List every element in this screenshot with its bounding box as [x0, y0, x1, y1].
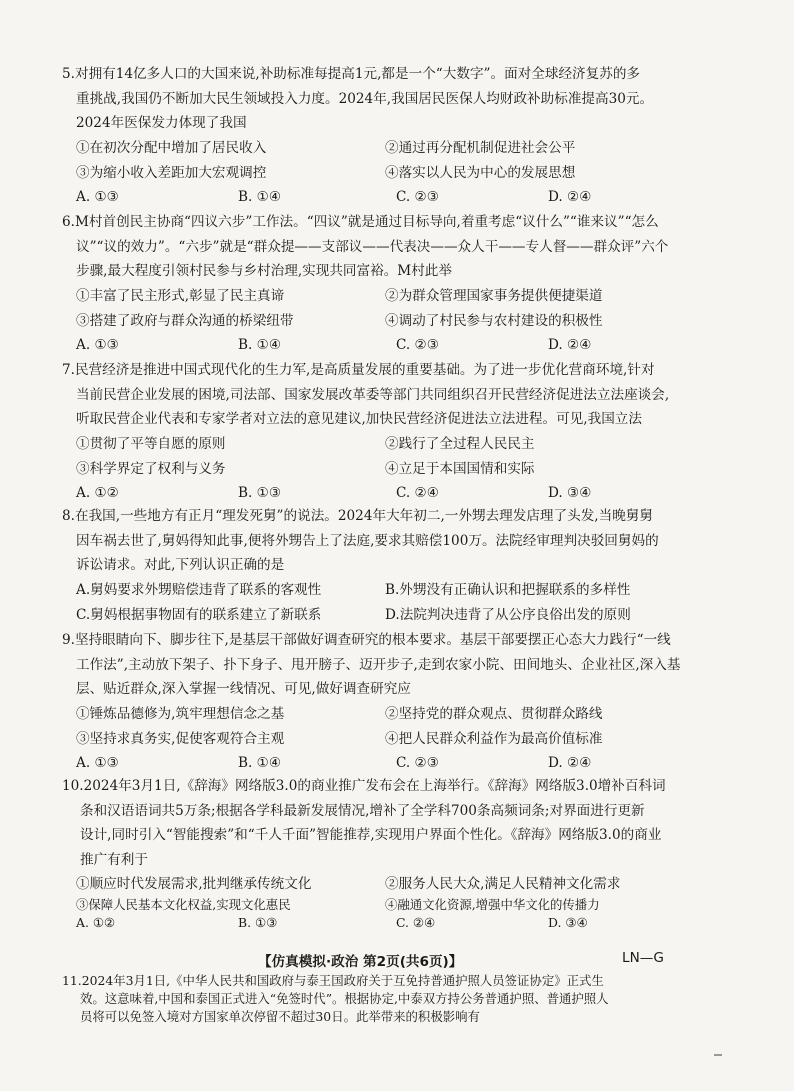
question-9-option-2: ②坚持党的群众观点、贯彻群众路线 [385, 706, 603, 722]
question-6-answer-c: C. ②③ [396, 337, 439, 354]
question-5-option-2: ②通过再分配机制促进社会公平 [385, 140, 576, 156]
question-9-answer-a: A. ①③ [76, 755, 119, 772]
question-10-answer-a: A. ①② [76, 915, 116, 930]
question-10-answer-b: B. ①③ [238, 915, 278, 930]
question-10-line-1: 10.2024年3月1日,《辞海》网络版3.0的商业推广发布会在上海举行。《辞海》网络版3.0增补百科词 [62, 778, 666, 794]
question-7-answer-c: C. ②④ [396, 485, 439, 502]
question-8-line-1: 8.在我国,一些地方有正月“理发死舅”的说法。2024年大年初二,一外甥去理发店理了头发,当晚舅舅 [62, 508, 653, 524]
question-7-line-3: 听取民营企业代表和专家学者对立法的意见建议,加快民营经济促进法立法进程。可见,我国立法 [76, 411, 642, 428]
question-11-stem [62, 896, 692, 932]
question-9-answer-b: B. ①④ [238, 755, 282, 772]
question-9-option-1: ①锤炼品德修为,筑牢理想信念之基 [76, 706, 285, 722]
question-5-options [76, 136, 686, 210]
question-8-options [76, 578, 686, 627]
question-5-answer-a: A. ①③ [76, 189, 119, 206]
question-8-option-a: A.舅妈要求外甥赔偿违背了联系的客观性 [76, 582, 322, 598]
question-11-line-2: 效。这意味着,中国和泰国正式进入“免签时代”。根据协定,中泰双方持公务普通护照、普通护照人 [80, 991, 609, 1006]
question-6-stem [62, 210, 692, 284]
question-5-option-3: ③为缩小收入差距加大宏观调控 [76, 164, 267, 181]
question-7-option-4: ④立足于本国国情和实际 [385, 460, 535, 477]
question-10-line-3: 设计,同时引入“智能搜索”和“千人千面”智能推荐,实现用户界面个性化。《辞海》网络版3.0的商业 [80, 827, 662, 844]
question-5-line-2: 重挑战,我国仍不断加大民生领域投入力度。2024年,我国居民医保人均财政补助标准提高30元。 [76, 90, 654, 107]
question-5-line-3: 2024年医保发力体现了我国 [76, 115, 247, 132]
question-10-line-4: 推广有利于 [80, 851, 148, 868]
question-6-option-4: ④调动了村民参与农村建设的积极性 [385, 312, 603, 329]
question-7-answer-a: A. ①② [76, 485, 119, 502]
question-6-option-1: ①丰富了民主形式,彰显了民主真谛 [76, 288, 285, 304]
question-10-answer-c: C. ②④ [396, 915, 436, 930]
question-11-block [62, 972, 692, 1026]
question-5-option-4: ④落实以人民为中心的发展思想 [385, 164, 576, 181]
question-11-line-3: 员将可以免签入境对方国家单次停留不超过30日。此举带来的积极影响有 [80, 1009, 480, 1024]
footer-page-info: 【仿真模拟·政治 第2页(共6页)】 [258, 954, 463, 970]
question-7-stem [62, 358, 692, 432]
question-5-line-1: 5.对拥有14亿多人口的大国来说,补助标准每提高1元,都是一个“大数字”。面对全球经济复苏的多 [62, 66, 641, 82]
question-8-option-d: D.法院判决违背了从公序良俗出发的原则 [385, 606, 631, 623]
question-11-line-1: 11.2024年3月1日,《中华人民共和国政府与泰王国政府关于互免持普通护照人员签证协定》正式生 [62, 973, 604, 988]
question-10-option-1: ①顺应时代发展需求,批判继承传统文化 [76, 876, 312, 892]
question-10-options-row2 [62, 896, 692, 914]
question-5-answer-b: B. ①④ [238, 189, 282, 206]
question-5-answer-c: C. ②③ [396, 189, 439, 206]
question-10-option-4: ④融通文化资源,增强中华文化的传播力 [385, 897, 600, 912]
question-10-options [76, 872, 686, 897]
question-7-line-2: 当前民营企业发展的困境,司法部、国家发展改革委等部门共同组织召开民营经济促进法立法座谈会, [76, 386, 670, 403]
footer-code: LN—G [622, 950, 664, 966]
page-footer [0, 950, 794, 972]
question-10-stem [62, 774, 692, 872]
question-6-line-3: 步骤,最大程度引领村民参与乡村治理,实现共同富裕。M村此举 [76, 263, 452, 280]
question-9-options [76, 702, 686, 776]
question-9-line-1: 9.坚持眼睛向下、脚步往下,是基层干部做好调查研究的根本要求。基层干部要摆正心态大力践行“一线 [62, 632, 671, 648]
question-5-option-1: ①在初次分配中增加了居民收入 [76, 140, 267, 156]
question-7-option-2: ②践行了全过程人民民主 [385, 436, 535, 452]
question-7-option-1: ①贯彻了平等自愿的原则 [76, 436, 226, 452]
question-6-option-2: ②为群众管理国家事务提供便捷渠道 [385, 288, 603, 304]
question-8-line-2: 因车祸去世了,舅妈得知此事,便将外甥告上了法庭,要求其赔偿100万。法院经审理判决驳回舅妈的 [76, 532, 659, 549]
question-8-stem [62, 504, 692, 578]
question-6-answer-a: A. ①③ [76, 337, 119, 354]
question-9-line-3: 层、贴近群众,深入掌握一线情况、可见,做好调查研究应 [76, 681, 411, 698]
question-7-line-1: 7.民营经济是推进中国式现代化的生力军,是高质量发展的重要基础。为了进一步优化营商环境,针对 [62, 362, 655, 378]
question-9-stem [62, 628, 692, 702]
scan-mark [714, 1054, 722, 1056]
question-6-line-1: 6.M村首创民主协商“四议六步”工作法。“四议”就是通过目标导向,着重考虑“议什么”“谁来议”“怎么 [62, 214, 659, 230]
question-5-answer-d: D. ②④ [548, 189, 592, 206]
question-9-answer-c: C. ②③ [396, 755, 439, 772]
question-10-line-2: 条和汉语语词共5万条;根据各学科最新发展情况,增补了全学科700条高频词条;对界面进行更新 [80, 802, 645, 819]
question-7-option-3: ③科学界定了权利与义务 [76, 460, 226, 477]
question-9-answer-d: D. ②④ [548, 755, 592, 772]
question-6-answer-d: D. ②④ [548, 337, 592, 354]
question-10-option-2: ②服务人民大众,满足人民精神文化需求 [385, 876, 621, 892]
question-8-option-c: C.舅妈根据事物固有的联系建立了新联系 [76, 606, 322, 623]
question-9-option-3: ③坚持求真务实,促使客观符合主观 [76, 730, 285, 747]
question-6-option-3: ③搭建了政府与群众沟通的桥梁纽带 [76, 312, 294, 329]
question-10-answers [62, 914, 692, 932]
question-7-answer-d: D. ③④ [548, 485, 592, 502]
question-8-line-3: 诉讼请求。对此,下列认识正确的是 [76, 557, 285, 574]
question-8-option-b: B.外甥没有正确认识和把握联系的多样性 [385, 582, 631, 598]
question-9-option-4: ④把人民群众利益作为最高价值标准 [385, 730, 603, 747]
question-5-stem [62, 62, 692, 136]
question-10-answer-d: D. ③④ [548, 915, 588, 930]
question-7-answer-b: B. ①③ [238, 485, 282, 502]
question-10-option-3: ③保障人民基本文化权益,实现文化惠民 [76, 897, 291, 912]
question-6-options [76, 284, 686, 358]
question-6-answer-b: B. ①④ [238, 337, 282, 354]
question-7-options [76, 432, 686, 506]
question-6-line-2: 议”“议的效力”。“六步”就是“群众提——支部议——代表决——众人干——专人督——群众评”六个 [76, 238, 669, 255]
question-9-line-2: 工作法”,主动放下架子、扑下身子、甩开膀子、迈开步子,走到农家小院、田间地头、企业社区,深入基 [76, 656, 681, 673]
